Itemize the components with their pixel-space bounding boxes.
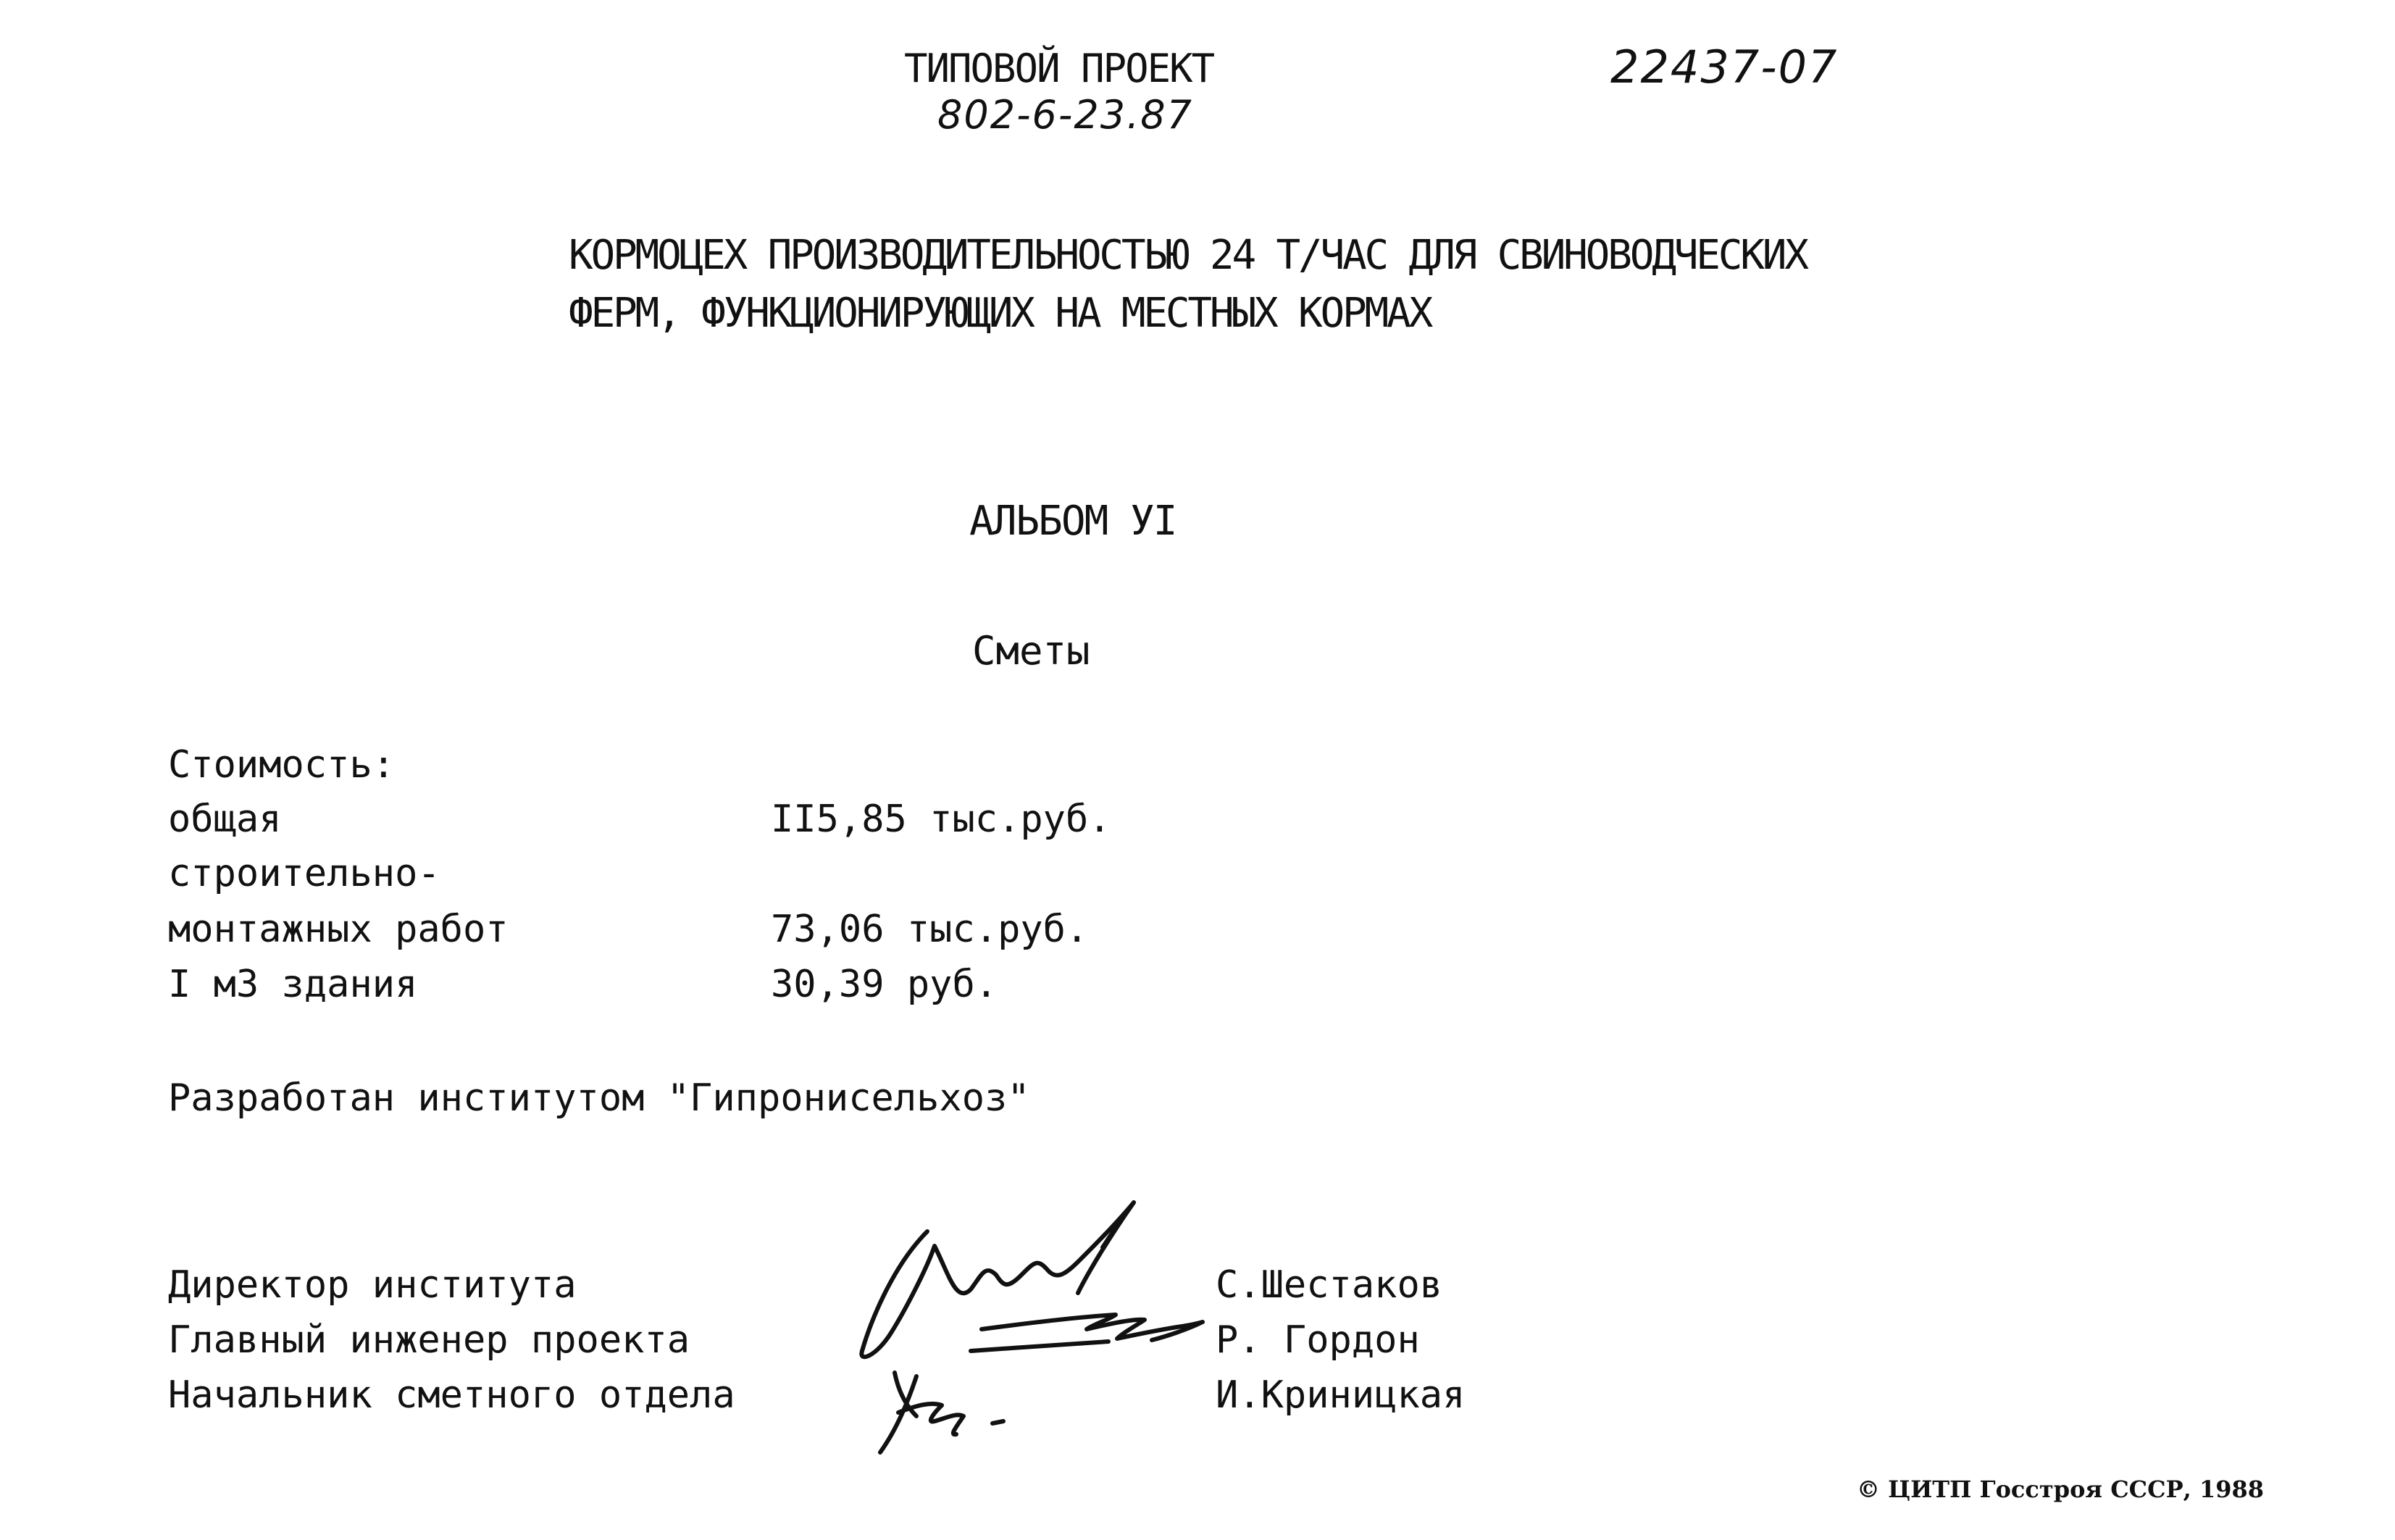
estimate-head-signature-stroke bbox=[880, 1373, 964, 1452]
chief-engineer-signature-stroke bbox=[982, 1315, 1203, 1340]
project-number: 802-6-23.87 bbox=[937, 92, 1193, 138]
director-signature-tail bbox=[1103, 1202, 1134, 1247]
signatory-name-director: С.Шестаков bbox=[1216, 1263, 1443, 1307]
document-code: 22437-07 bbox=[1610, 41, 1839, 93]
estimate-head-dash bbox=[992, 1421, 1003, 1423]
signatory-role-estimate-head: Начальник сметного отдела bbox=[168, 1373, 735, 1417]
cost-label-total: общая bbox=[168, 798, 282, 841]
signatory-role-chief-engineer: Главный инженер проекта bbox=[168, 1318, 690, 1362]
document-title-line-1: КОРМОЦЕХ ПРОИЗВОДИТЕЛЬНОСТЬЮ 24 Т/ЧАС ДЛЯ СВИНОВОДЧЕСКИХ bbox=[569, 232, 1807, 279]
project-type-label: ТИПОВОЙ ПРОЕКТ bbox=[904, 46, 1214, 91]
cost-value-total: II5,85 тыс.руб. bbox=[771, 798, 1111, 841]
signatory-name-chief-engineer: Р. Гордон bbox=[1216, 1318, 1420, 1362]
document-title-line-2: ФЕРМ, ФУНКЦИОНИРУЮЩИХ НА МЕСТНЫХ КОРМАХ bbox=[569, 290, 1431, 337]
chief-engineer-underline bbox=[971, 1342, 1108, 1351]
cost-label-installation: монтажных работ bbox=[168, 908, 509, 951]
signatory-role-director: Директор института bbox=[168, 1263, 577, 1307]
cost-heading: Стоимость: bbox=[168, 743, 396, 787]
cost-label-per-m3: I м3 здания bbox=[168, 963, 418, 1006]
cost-label-construction: строительно- bbox=[168, 852, 440, 895]
album-label: АЛЬБОМ УI bbox=[969, 498, 1176, 545]
director-signature-stroke bbox=[861, 1202, 1134, 1357]
cost-value-per-m3: 30,39 руб. bbox=[771, 963, 998, 1006]
copyright-notice: © ЦИТП Госстроя СССР, 1988 bbox=[1857, 1476, 2265, 1503]
developer-statement: Разработан институтом "Гипронисельхоз" bbox=[168, 1076, 1030, 1120]
signatory-name-estimate-head: И.Криницкая bbox=[1216, 1373, 1466, 1417]
section-title: Сметы bbox=[972, 628, 1090, 674]
handwritten-signatures bbox=[848, 1166, 1224, 1470]
cost-value-installation: 73,06 тыс.руб. bbox=[771, 908, 1089, 951]
